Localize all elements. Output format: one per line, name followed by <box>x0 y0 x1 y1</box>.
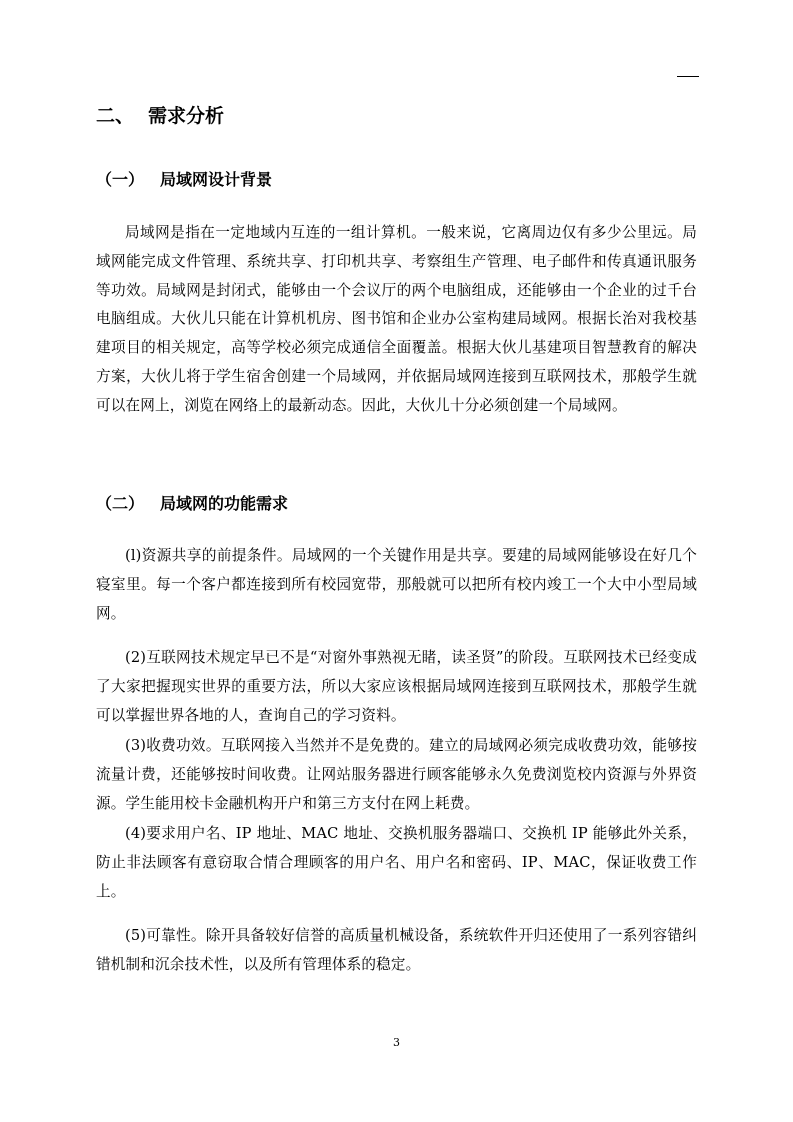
background-paragraph: 局域网是指在一定地域内互连的一组计算机。一般来说，它离周边仅有多少公里远。局域网能完成文件管理、系统共享、打印机共享、考察组生产管理、电子邮件和传真通讯服务等功效。局域网是封闭式，能够由一个会议厅的两个电脑组成，还能够由一个企业的过千台电脑组成。大伙儿只能在计算机机房、图书馆和企业办公室构建局域网。根据长治对我校基建项目的相关规定，高等学校必须完成通信全面覆盖。根据大伙儿基建项目智慧教育的解决方案，大伙儿将于学生宿舍创建一个局域网，并依据局域网连接到互联网技术，那般学生就可以在网上，浏览在网络上的最新动态。因此，大伙儿十分必须创建一个局域网。 <box>96 224 697 414</box>
requirement-item-4: (4)要求用户名、IP 地址、MAC 地址、交换机服务器端口、交换机 IP 能够此外关系，防止非法顾客有意窃取合情合理顾客的用户名、用户名和密码、IP、MAC，保证收费工作上。 <box>96 825 697 900</box>
page-number: 3 <box>393 1036 400 1049</box>
subsection-heading-background <box>96 168 272 192</box>
subsection-title: 局域网的功能需求 <box>160 494 289 513</box>
section-title: 需求分析 <box>148 105 225 127</box>
requirement-item-5: (5)可靠性。除开具备较好信誉的高质量机械设备，系统软件开归还使用了一系列容错纠错机制和沉余技术性，以及所有管理体系的稳定。 <box>96 927 697 973</box>
requirement-item-3: (3)收费功效。互联网接入当然并不是免费的。建立的局域网必须完成收费功效，能够按流量计费，还能够按时间收费。让网站服务器进行顾客能够永久免费浏览校内资源与外界资源。学生能用校卡金融机构开户和第三方支付在网上耗费。 <box>96 737 697 812</box>
header-rule <box>677 76 699 77</box>
requirement-item-2: (2)互联网技术规定早已不是“对窗外事熟视无睹，读圣贤”的阶段。互联网技术已经变成了大家把握现实世界的重要方法，所以大家应该根据局域网连接到互联网技术，那般学生就可以掌握世界各地的人，查询自己的学习资料。 <box>96 649 697 724</box>
subsection-number: （一） <box>96 170 145 189</box>
section-number: 二、 <box>96 105 135 127</box>
subsection-number: （二） <box>96 494 145 513</box>
subsection-heading-requirements <box>96 492 288 516</box>
subsection-title: 局域网设计背景 <box>160 170 273 189</box>
section-heading <box>96 102 224 130</box>
requirement-item-1: (l)资源共享的前提条件。局域网的一个关键作用是共享。要建的局域网能够设在好几个寝室里。每一个客户都连接到所有校园宽带，那般就可以把所有校内竣工一个大中小型局域网。 <box>96 547 697 622</box>
